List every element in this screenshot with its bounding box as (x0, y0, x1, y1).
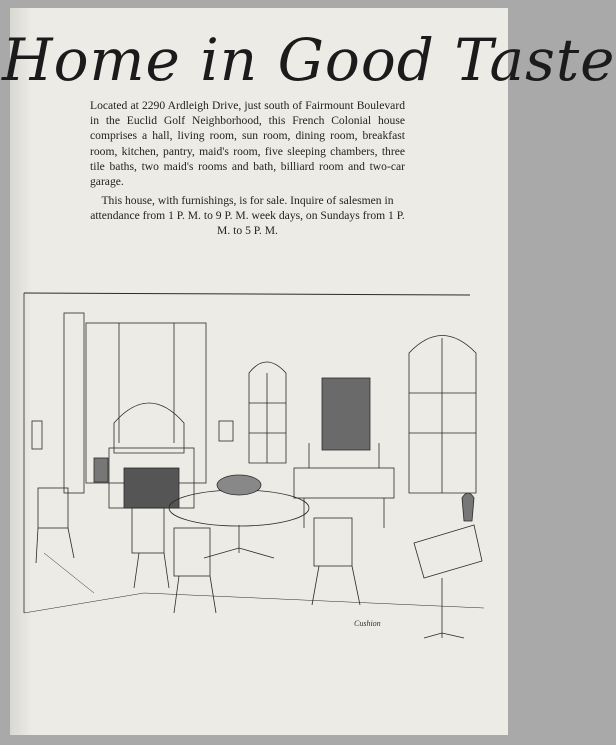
fireplace-opening (124, 468, 179, 508)
chair-left (36, 488, 74, 563)
flower-centerpiece (217, 475, 261, 495)
artist-signature: Cushion (354, 619, 381, 628)
chair-front-center (174, 528, 216, 613)
fire-screen (94, 458, 108, 482)
ceiling-line (24, 293, 470, 295)
wall-picture-small (219, 421, 233, 441)
wall-picture-left (32, 421, 42, 449)
arched-cabinet (249, 362, 286, 463)
mirror (114, 403, 184, 453)
urn (462, 493, 474, 521)
framed-painting (322, 378, 370, 450)
side-table (414, 493, 482, 638)
chair-front-right (312, 518, 360, 605)
chair-front-left (132, 508, 169, 588)
page-title: Home in Good Taste (2, 26, 616, 94)
dining-room-illustration (24, 293, 484, 673)
arched-window (409, 336, 476, 494)
document-page (2, 8, 616, 735)
sideboard (294, 468, 394, 498)
description-paragraph: Located at 2290 Ardleigh Drive, just south of Fairmount Boulevard in the Euclid Golf Neighborhood, this French Colonial house comprises a hall, living room, sun room, dining room, breakfast room, kitchen, pantry, maid's room, five sleeping chambers, three tile baths, two maid's rooms and bath, billiard room and two-car garage. (90, 99, 405, 189)
pilaster (64, 313, 84, 493)
sale-notice-paragraph: This house, with furnishings, is for sale. Inquire of salesmen in attendance from 1 P. M. to 9 P. M. week days, on Sundays from 1 P. M. to 5 P. M. (90, 194, 405, 238)
